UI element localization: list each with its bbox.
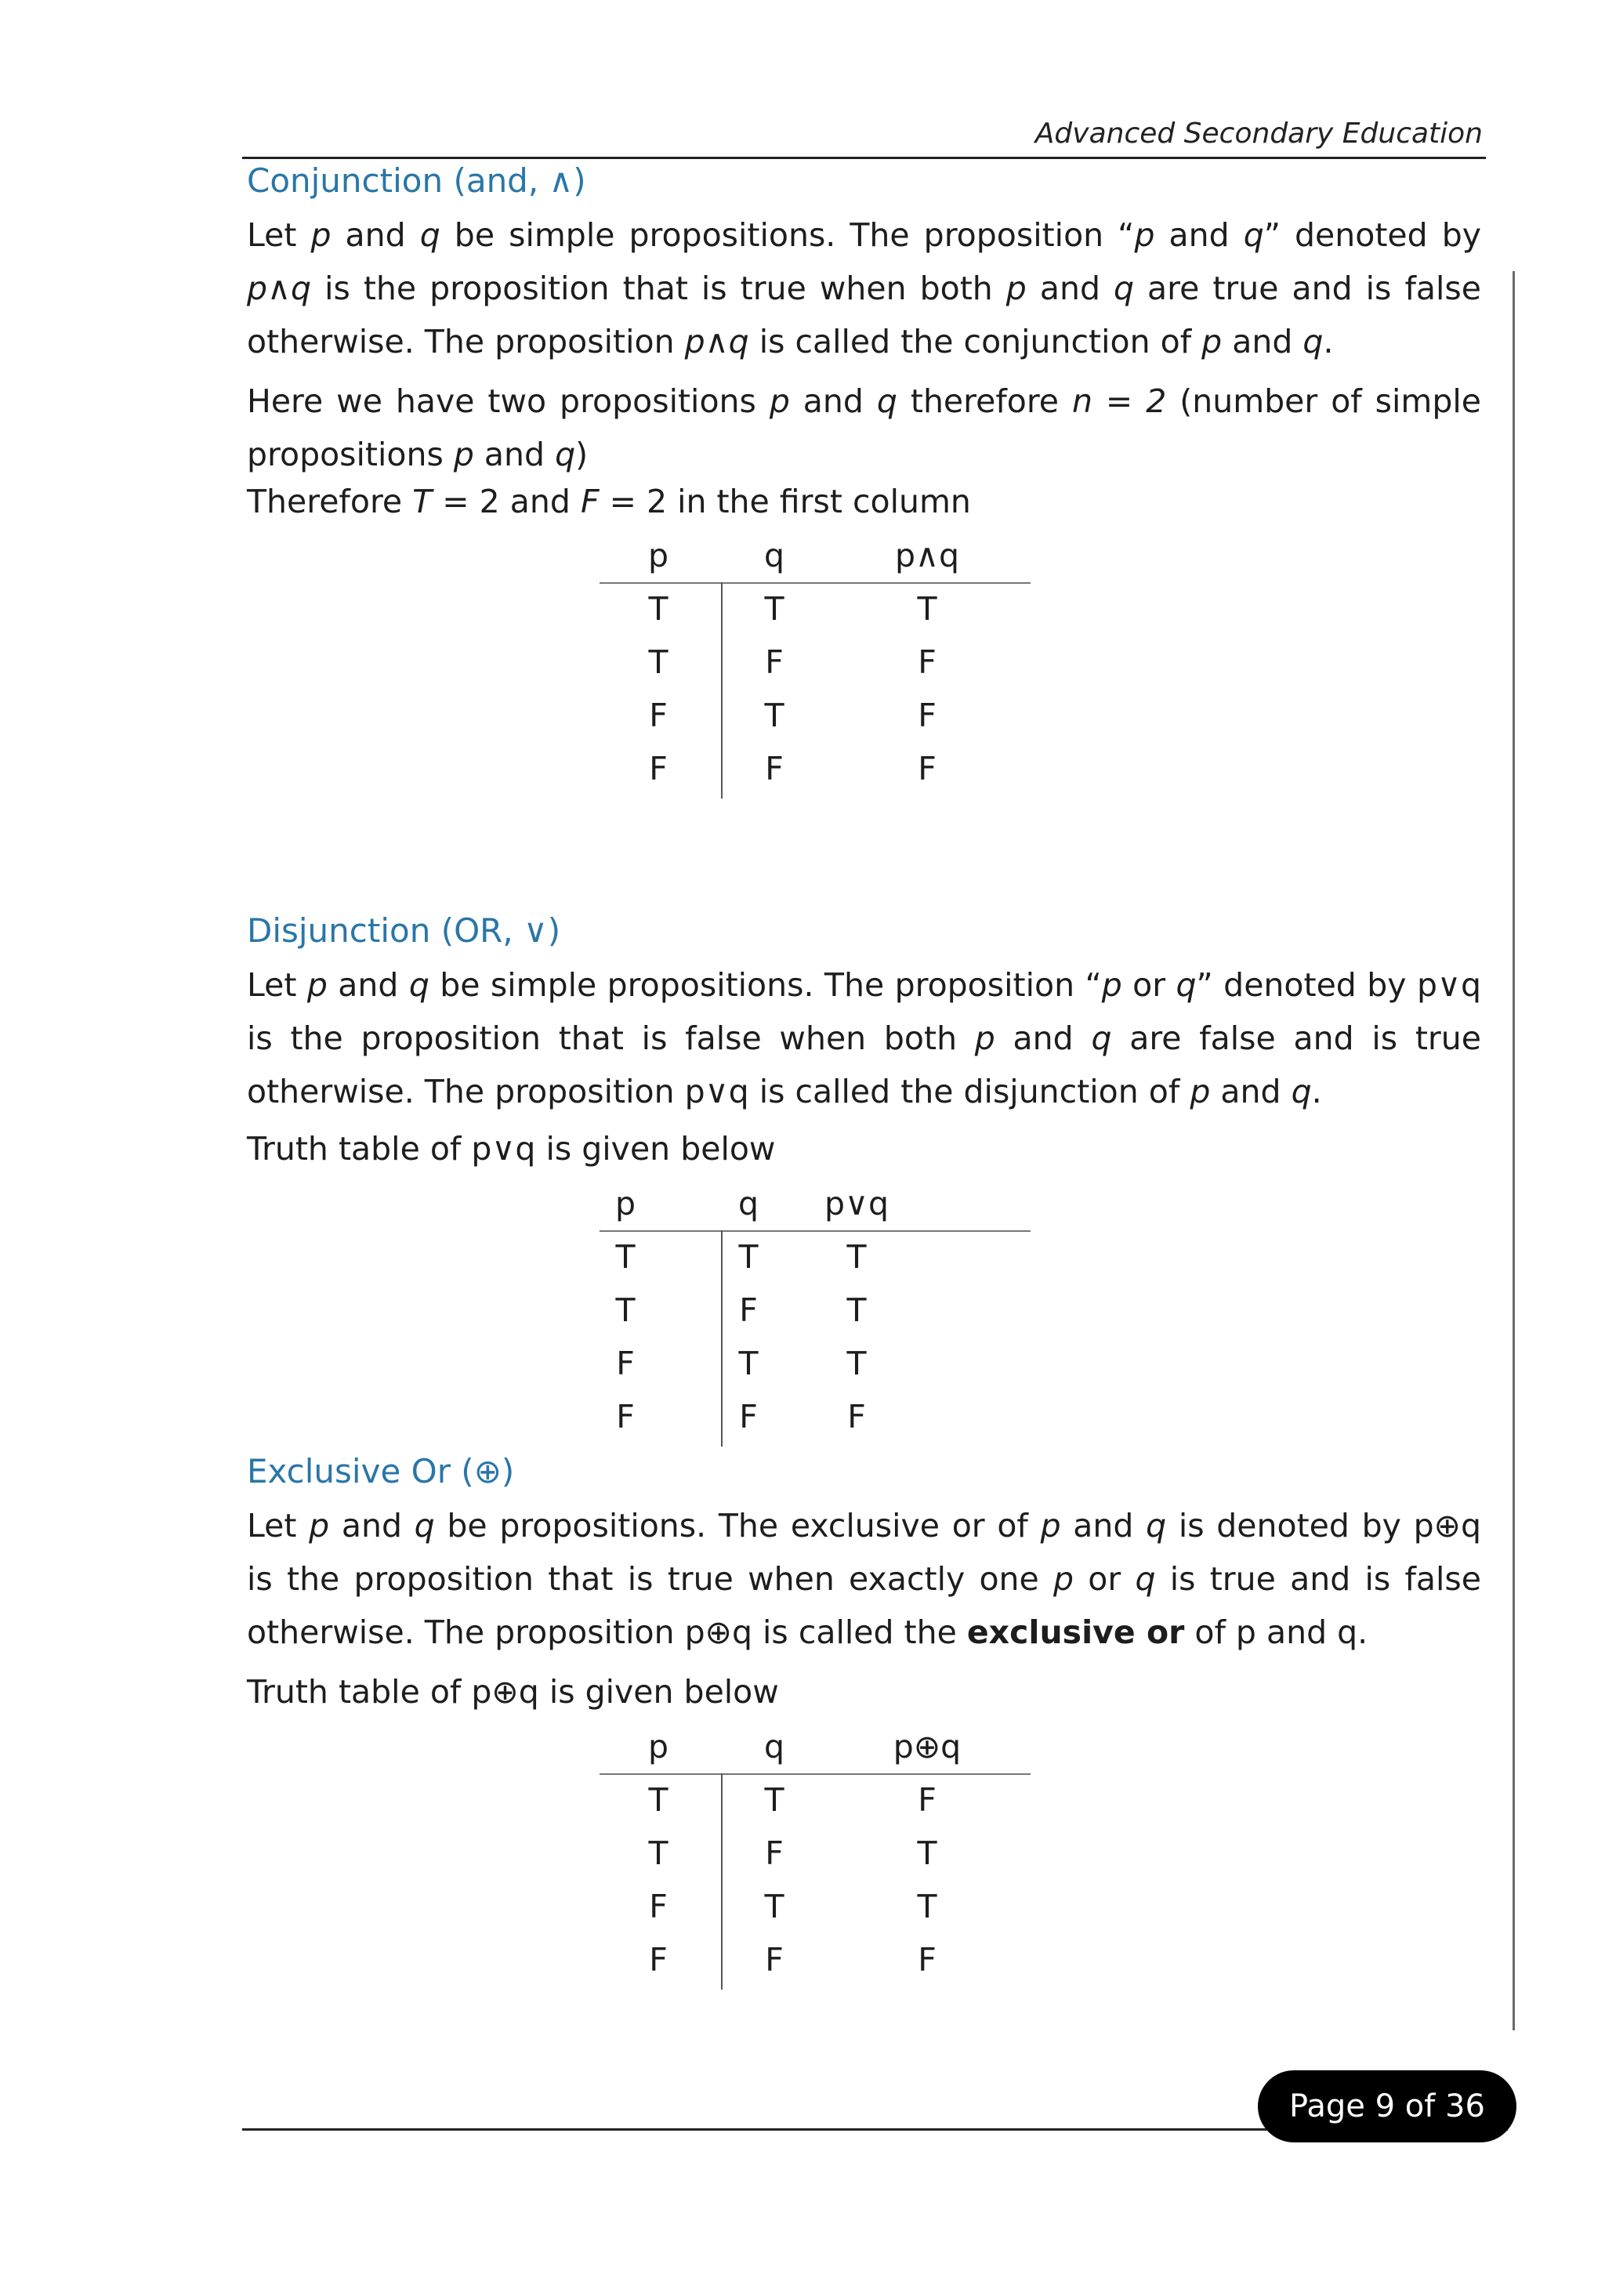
table-cell: F [765, 1834, 784, 1872]
table-header-rule [600, 1773, 1031, 1775]
exclusive-or-definition: Let p and q be propositions. The exclusive or of p and q is denoted by p⊕q is the proposition that is true when exactly one p or q is true and is false otherwise. The proposition p⊕q is called the exclusive or of p and q. [247, 1507, 1481, 1651]
table-header-cell: p [614, 1185, 636, 1222]
table-cell: T [917, 590, 937, 628]
table-header-rule [600, 582, 1031, 584]
table-header-cell: p [647, 1728, 669, 1765]
table-cell: T [764, 590, 784, 628]
page-header [242, 118, 1486, 159]
table-cell: T [917, 1888, 937, 1925]
table-cell: T [738, 1345, 759, 1382]
right-margin-rule [1513, 271, 1515, 2030]
disjunction-definition: Let p and q be simple propositions. The proposition “p or q” denoted by p∨q is the proposition that is false when both p and q are false and is true otherwise. The proposition p∨q is called the disjunction of p and q. [247, 966, 1481, 1110]
conjunction-truth-table [600, 537, 1031, 803]
table-cell: T [648, 643, 668, 681]
table-header-cell: q [763, 1728, 785, 1765]
table-header-cell: p [647, 537, 669, 574]
conjunction-count-note: Here we have two propositions p and q therefore n = 2 (number of simple propositions p and q) [247, 382, 1481, 473]
table-cell: F [616, 1345, 635, 1382]
header-title: Advanced Secondary Education [1034, 118, 1483, 150]
table-column-rule [721, 1773, 723, 1990]
table-cell: F [649, 1941, 668, 1979]
table-cell: F [765, 750, 784, 788]
exclusive-or-truth-table [600, 1728, 1031, 1994]
exclusive-or-heading: Exclusive Or (⊕) [247, 1452, 515, 1490]
table-header-cell: q [763, 537, 785, 574]
exclusive-or-term: exclusive or [966, 1613, 1185, 1651]
table-cell: T [764, 1781, 784, 1819]
table-cell: F [739, 1291, 758, 1329]
page-number-badge: Page 9 of 36 [1258, 2070, 1516, 2142]
table-cell: F [918, 750, 937, 788]
conjunction-expr: p∧q [247, 270, 312, 307]
table-header-rule [600, 1230, 1031, 1232]
table-column-rule [721, 582, 723, 799]
table-cell: F [739, 1398, 758, 1436]
table-cell: T [846, 1238, 867, 1276]
table-cell: T [615, 1291, 636, 1329]
table-cell: T [846, 1291, 867, 1329]
table-cell: F [649, 1888, 668, 1925]
table-cell: T [917, 1834, 937, 1872]
table-cell: F [847, 1398, 866, 1436]
table-header-cell: p⊕q [893, 1728, 962, 1765]
table-cell: T [648, 1834, 668, 1872]
table-header-cell: q [737, 1185, 759, 1222]
table-cell: T [648, 590, 668, 628]
table-cell: T [615, 1238, 636, 1276]
table-cell: T [648, 1781, 668, 1819]
table-cell: F [649, 697, 668, 734]
disjunction-expr: p∨q [1416, 966, 1481, 1004]
disjunction-table-caption: Truth table of p∨q is given below [247, 1130, 776, 1168]
table-column-rule [721, 1230, 723, 1447]
exclusive-or-expr: p⊕q [1413, 1507, 1481, 1545]
conjunction-definition: Let p and q be simple propositions. The proposition “p and q” denoted by p∧q is the proposition that is true when both p and q are true and is false otherwise. The proposition p∧q is called the conjunction of p and q. [247, 216, 1481, 360]
disjunction-heading: Disjunction (OR, ∨) [247, 911, 561, 950]
table-cell: F [918, 1941, 937, 1979]
table-cell: F [918, 643, 937, 681]
table-cell: F [765, 1941, 784, 1979]
table-header-cell: p∧q [894, 537, 960, 574]
table-cell: F [765, 643, 784, 681]
exclusive-or-table-caption: Truth table of p⊕q is given below [247, 1673, 779, 1711]
table-cell: T [738, 1238, 759, 1276]
disjunction-truth-table [600, 1185, 1031, 1451]
table-cell: T [764, 697, 784, 734]
table-cell: T [846, 1345, 867, 1382]
table-cell: F [649, 750, 668, 788]
conjunction-first-column-note: Therefore T = 2 and F = 2 in the first column [247, 483, 971, 520]
table-header-cell: p∨q [824, 1185, 889, 1222]
table-cell: F [918, 697, 937, 734]
table-cell: F [616, 1398, 635, 1436]
conjunction-heading: Conjunction (and, ∧) [247, 161, 586, 200]
table-cell: T [764, 1888, 784, 1925]
table-cell: F [918, 1781, 937, 1819]
